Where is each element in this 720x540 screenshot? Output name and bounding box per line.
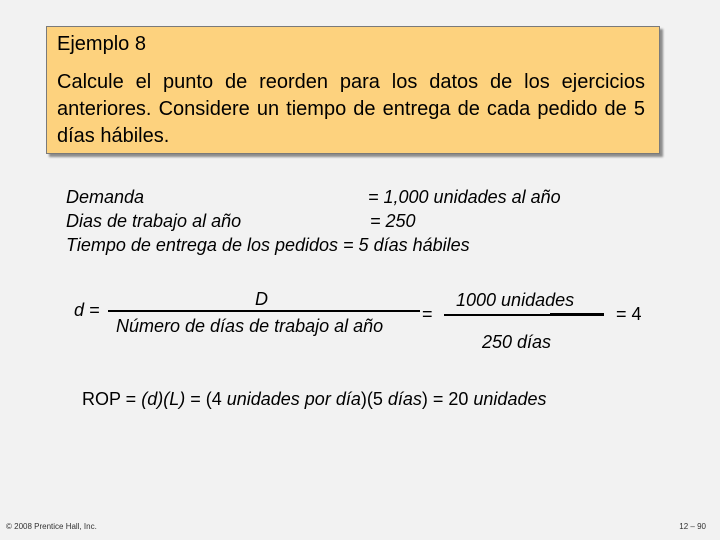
footer-copyright: © 2008 Prentice Hall, Inc.: [6, 522, 97, 531]
given-demand-label: Demanda: [66, 187, 145, 207]
formula-num-value: 1000 unidades: [456, 290, 575, 310]
formula-denominator: Número de días de trabajo al año: [116, 316, 384, 336]
given-demand-value: = 1,000 unidades al año: [368, 187, 561, 207]
formula-den-value: 250 días: [482, 332, 552, 352]
example-box: [46, 26, 660, 154]
formula-result: = 4: [616, 304, 642, 324]
given-leadtime-label: Tiempo de entrega de los pedidos: [66, 235, 339, 255]
formula-equals: =: [422, 304, 433, 324]
rop-equation: [82, 389, 546, 410]
value-fraction-bar-accent: [550, 313, 604, 316]
rop-mid: = (4: [185, 389, 227, 409]
rop-days: días: [387, 389, 422, 409]
rop-formula: (d)(L): [141, 389, 186, 409]
given-workdays: [66, 211, 416, 232]
given-workdays-label: Dias de trabajo al año: [66, 211, 242, 231]
given-demand: [66, 187, 561, 208]
example-title: Ejemplo 8: [57, 33, 146, 55]
rop-mid2: )(5: [360, 389, 388, 409]
given-workdays-value: = 250: [370, 211, 416, 231]
formula-numerator: D: [255, 289, 268, 309]
rop-prefix: ROP =: [82, 389, 142, 409]
rop-units: unidades por día: [226, 389, 361, 409]
formula-lhs: d =: [74, 300, 100, 320]
fraction-bar: [108, 310, 420, 312]
footer-page-number: 12 – 90: [679, 522, 706, 531]
rop-total-units: unidades: [473, 389, 547, 409]
example-body: Calcule el punto de reorden para los datos de los ejercicios anteriores. Considere un tiempo de entrega de cada pedido de 5 días hábiles.: [57, 71, 645, 147]
rop-end: ) = 20: [421, 389, 474, 409]
given-leadtime-value: = 5 días hábiles: [343, 235, 470, 255]
given-leadtime: [66, 235, 470, 256]
